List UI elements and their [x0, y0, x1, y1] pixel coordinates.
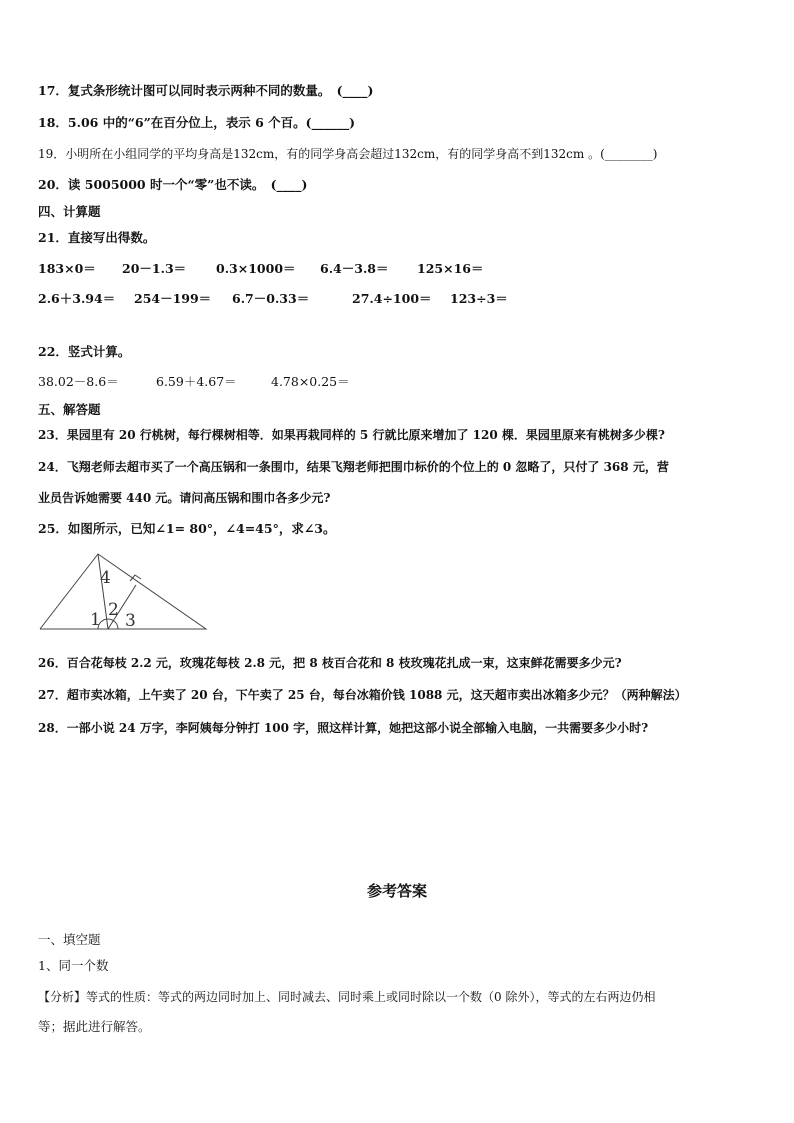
calc-item: 125×16＝ — [417, 261, 484, 276]
vertical-calc-item: 38.02－8.6＝ — [38, 374, 119, 389]
calc-item: 123÷3＝ — [450, 291, 508, 306]
question-21: 21．直接写出得数。 — [38, 230, 156, 245]
analysis-line-2: 等；据此进行解答。 — [38, 1019, 151, 1034]
question-17: 17．复式条形统计图可以同时表示两种不同的数量。 (____) — [38, 83, 374, 98]
angle-label-2: 2 — [108, 600, 119, 620]
question-22: 22．竖式计算。 — [38, 344, 131, 359]
section-4-heading: 四、计算题 — [38, 204, 101, 219]
question-24-line-1: 24．飞翔老师去超市买了一个高压锅和一条围巾，结果飞翔老师把围巾标价的个位上的 0 忽略了，只付了 368 元，营 — [38, 460, 669, 474]
answer-1: 1、同一个数 — [38, 958, 109, 973]
section-5-heading: 五、解答题 — [38, 402, 101, 417]
calc-item: 0.3×1000＝ — [216, 261, 296, 276]
triangle-figure — [38, 548, 213, 636]
vertical-calc-item: 6.59＋4.67＝ — [156, 374, 237, 389]
calc-row-1 — [38, 260, 483, 278]
question-19: 19．小明所在小组同学的平均身高是132cm，有的同学身高会超过132cm，有的同学身高不到132cm 。(________) — [38, 147, 658, 161]
calc-item: 2.6＋3.94＝ — [38, 291, 116, 306]
question-24-line-2: 业员告诉她需要 440 元。请问高压锅和围巾各多少元? — [38, 491, 331, 505]
calc-item: 20－1.3＝ — [122, 261, 187, 276]
calc-item: 183×0＝ — [38, 261, 96, 276]
vertical-calc-row — [38, 373, 350, 391]
calc-row-2 — [38, 290, 508, 308]
angle-label-1: 1 — [90, 610, 101, 630]
angle-label-3: 3 — [125, 611, 136, 631]
triangle-outline — [40, 554, 206, 629]
question-27: 27．超市卖冰箱，上午卖了 20 台，下午卖了 25 台，每台冰箱价钱 1088 元，这天超市卖出冰箱多少元？（两种解法） — [38, 688, 687, 702]
calc-item: 27.4÷100＝ — [352, 291, 432, 306]
calc-item: 6.4－3.8＝ — [320, 261, 389, 276]
vertical-calc-item: 4.78×0.25＝ — [271, 374, 350, 389]
question-25: 25．如图所示，已知∠1= 80°，∠4=45°，求∠3。 — [38, 521, 336, 536]
question-28: 28．一部小说 24 万字，李阿姨每分钟打 100 字，照这样计算，她把这部小说全部输入电脑，一共需要多少小时? — [38, 721, 649, 735]
angle-label-4: 4 — [100, 568, 111, 588]
answer-section-1: 一、填空题 — [38, 932, 101, 947]
calc-item: 254－199＝ — [134, 291, 212, 306]
question-26: 26．百合花每枝 2.2 元，玫瑰花每枝 2.8 元，把 8 枝百合花和 8 枝玫瑰花扎成一束，这束鲜花需要多少元? — [38, 656, 622, 670]
question-23: 23．果园里有 20 行桃树，每行棵树相等．如果再栽同样的 5 行就比原来增加了 120 棵．果园里原来有桃树多少棵? — [38, 428, 665, 442]
answer-title: 参考答案 — [366, 882, 427, 900]
calc-item: 6.7－0.33＝ — [232, 291, 310, 306]
analysis-line-1: 【分析】等式的性质：等式的两边同时加上、同时减去、同时乘上或同时除以一个数（0 除外），等式的左右两边仍相 — [38, 990, 656, 1004]
question-20: 20．读 5005000 时一个“零”也不读。 (____) — [38, 177, 308, 192]
question-18: 18．5.06 中的“6”在百分位上，表示 6 个百。(______) — [38, 115, 355, 130]
